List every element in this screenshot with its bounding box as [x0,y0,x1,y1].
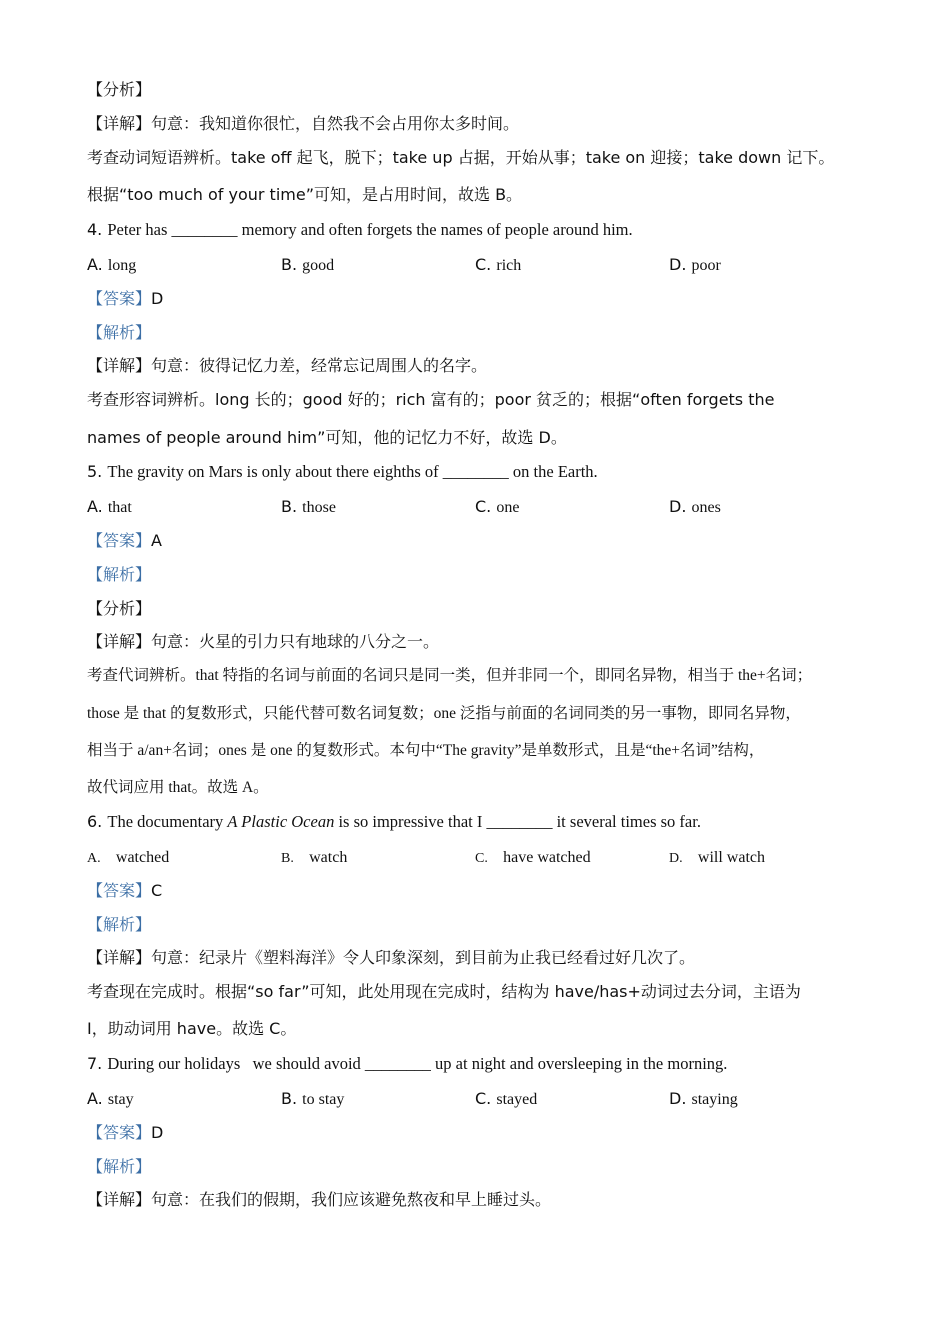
option-b [281,496,336,519]
option-text: stayed [496,1091,538,1108]
question-text [107,812,701,831]
option-c [475,1088,537,1111]
option-d [669,496,721,519]
option-b [281,846,347,870]
option-letter: A. [87,1089,103,1108]
option-letter: D. [669,851,683,866]
explanation-line: 考查代词辨析。that 特指的名词与前面的名词只是同一类，但并非同一个，即同名异物，相当于 the+名词； [87,667,813,684]
stem-part: The documentary [107,812,228,831]
question-4-stem [87,219,633,241]
option-text: rich [496,257,522,274]
parse-heading: 【解析】 [87,1159,152,1176]
option-letter: B. [281,1089,298,1108]
answer-label: 【答案】 [87,533,152,550]
option-text: watched [115,849,170,866]
answer-line [87,880,162,903]
option-c [475,496,519,519]
detail-sentence: 【详解】句意：在我们的假期，我们应该避免熬夜和早上睡过头。 [87,1192,552,1209]
answer-line [87,288,163,311]
explanation-line: 考查动词短语辨析。take off 起飞，脱下；take up 占据，开始从事；take on 迎接；take down 记下。 [87,148,835,167]
option-text: to stay [302,1091,345,1108]
answer-value: C [151,881,163,900]
question-text: Peter has ________ memory and often forgets the names of people around him. [107,220,633,239]
option-text: will watch [697,849,765,866]
detail-sentence: 【详解】句意：彼得记忆力差，经常忘记周围人的名字。 [87,358,488,375]
question-number: 7. [87,1054,103,1073]
question-number: 5. [87,462,103,481]
option-text: one [496,499,520,516]
option-letter: C. [475,1089,492,1108]
explanation-line: names of people around him”可知，他的记忆力不好，故选 D。 [87,428,567,447]
explanation-line: I，助动词用 have。故选 C。 [87,1019,297,1038]
option-text: good [302,257,335,274]
option-a [87,1088,134,1111]
option-text: that [107,499,132,516]
option-d [669,1088,738,1111]
option-a [87,496,132,519]
question-5-stem [87,461,598,483]
answer-line [87,530,162,553]
option-c [475,254,521,277]
option-b [281,1088,344,1111]
parse-heading: 【解析】 [87,917,152,934]
question-7-stem [87,1053,727,1075]
option-letter: D. [669,497,687,516]
answer-value: D [151,289,164,308]
question-6-stem [87,811,701,833]
parse-heading: 【解析】 [87,325,152,342]
analysis-heading: 【分析】 [87,82,152,99]
explanation-line: 考查形容词辨析。long 长的；good 好的；rich 富有的；poor 贫乏的；根据“often forgets the [87,390,775,409]
explanation-line: 考查现在完成时。根据“so far”可知，此处用现在完成时，结构为 have/has+动词过去分词，主语为 [87,982,801,1001]
option-letter: D. [669,1089,687,1108]
option-letter: C. [475,497,492,516]
option-text: stay [107,1091,134,1108]
option-a [87,846,169,870]
detail-sentence: 【详解】句意：我知道你很忙，自然我不会占用你太多时间。 [87,116,520,133]
stem-part: is so impressive that I ________ it several times so far. [334,812,701,831]
option-b [281,254,334,277]
option-letter: C. [475,255,492,274]
option-text: ones [691,499,721,516]
question-text: During our holidays we should avoid ________ up at night and oversleeping in the morning. [107,1054,728,1073]
option-c [475,846,591,870]
option-d [669,254,721,277]
answer-line [87,1122,163,1145]
option-text: poor [691,257,721,274]
option-d [669,846,765,870]
option-letter: A. [87,851,101,866]
explanation-line: those 是 that 的复数形式，只能代替可数名词复数；one 泛指与前面的名词同类的另一事物，即同名异物， [87,705,801,722]
option-text: long [107,257,137,274]
option-text: have watched [503,849,591,866]
question-number: 6. [87,812,103,831]
explanation-line: 相当于 a/an+名词；ones 是 one 的复数形式。本句中“The gravity”是单数形式，且是“the+名词”结构， [87,742,765,759]
detail-sentence: 【详解】句意：纪录片《塑料海洋》令人印象深刻，到目前为止我已经看过好几次了。 [87,950,696,967]
answer-label: 【答案】 [87,883,152,900]
option-letter: B. [281,851,294,866]
question-number: 4. [87,220,103,239]
option-letter: A. [87,255,103,274]
option-letter: B. [281,255,298,274]
explanation-line: 根据“too much of your time”可知，是占用时间，故选 B。 [87,185,523,204]
detail-sentence: 【详解】句意：火星的引力只有地球的八分之一。 [87,634,440,651]
answer-label: 【答案】 [87,291,152,308]
documentary-title: A Plastic Ocean [227,812,335,831]
option-text: those [302,499,336,516]
option-letter: D. [669,255,687,274]
answer-value: A [151,531,162,550]
answer-value: D [151,1123,164,1142]
option-letter: C. [475,851,488,866]
option-a [87,254,136,277]
option-letter: A. [87,497,103,516]
analysis-heading: 【分析】 [87,601,152,618]
option-text: watch [309,849,348,866]
option-letter: B. [281,497,298,516]
question-text: The gravity on Mars is only about there eighths of ________ on the Earth. [107,462,598,481]
answer-label: 【答案】 [87,1125,152,1142]
option-text: staying [691,1091,738,1108]
parse-heading: 【解析】 [87,567,152,584]
explanation-line: 故代词应用 that。故选 A。 [87,779,269,796]
